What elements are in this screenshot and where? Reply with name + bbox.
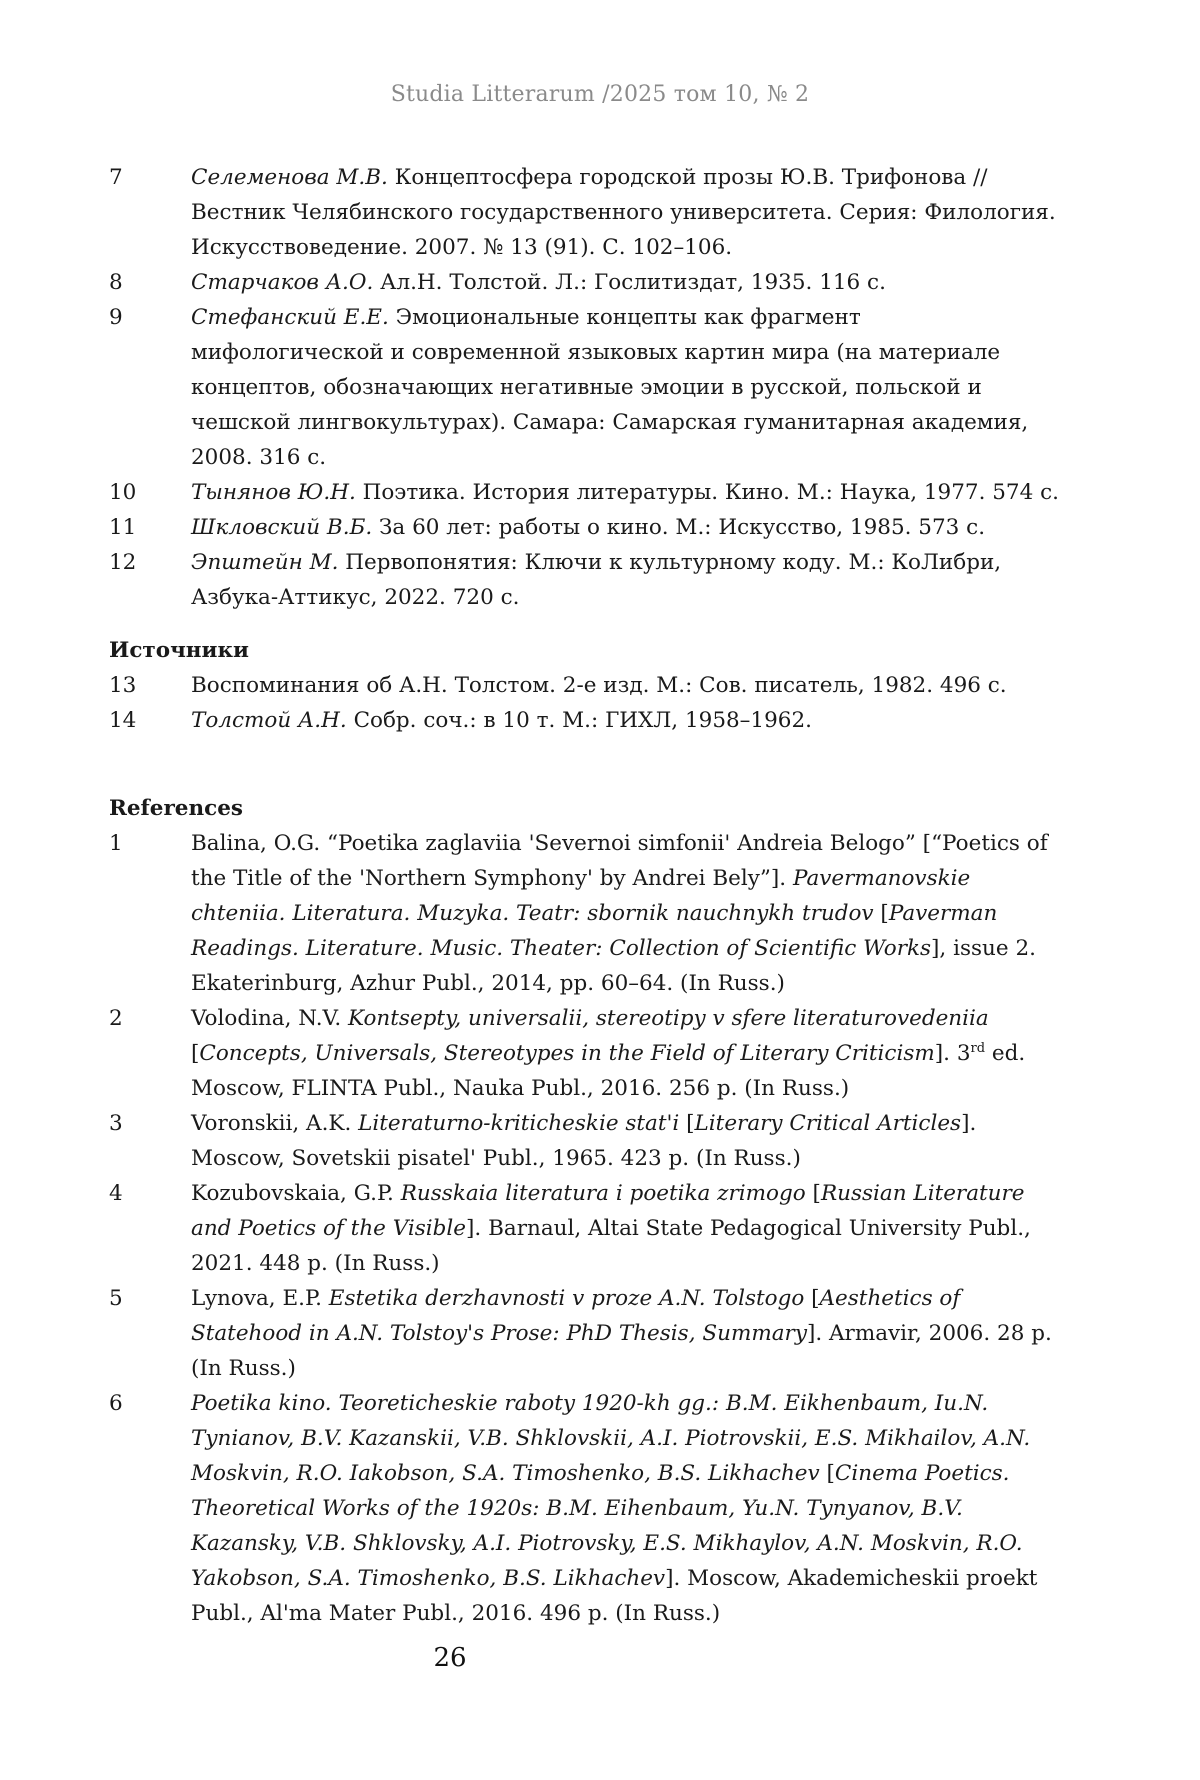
reference-entry: [109, 826, 1059, 1001]
reference-segment: ]. Moscow, Akademicheskii proekt Publ., Al'ma Mater Publ., 2016. 496 p. (In Russ.): [191, 1566, 1038, 1626]
reference-segment: Balina, O.G. “Poetika zaglaviia 'Severnoi simfonii' Andreia Belogo” [“Poetics of the Title of the 'Northern Symphony' by Andrei Bely”].: [191, 831, 1048, 891]
reference-entry: [109, 545, 1059, 615]
reference-entry: [109, 300, 1059, 475]
reference-text: [191, 703, 1059, 738]
reference-italic-segment: Paverman Readings. Literature. Music. Theater: Collection of Scientific Works: [191, 901, 998, 961]
reference-italic-segment: Concepts, Universals, Stereotypes in the Field of Literary Criticism: [199, 1041, 935, 1066]
reference-text: [191, 545, 1059, 615]
reference-italic-segment: Aesthetics of Statehood in A.N. Tolstoy's Prose: PhD Thesis, Summary: [191, 1286, 961, 1346]
reference-entry: [109, 668, 1059, 703]
reference-number: 12: [109, 550, 137, 575]
reference-author: Селеменова М.В.: [191, 165, 388, 190]
reference-text: [191, 1106, 1059, 1176]
reference-number: 13: [109, 673, 137, 698]
reference-entry: [109, 160, 1059, 265]
reference-italic-segment: Russian Literature and Poetics of the Visible: [191, 1181, 1025, 1241]
reference-segment: ]. 3: [934, 1041, 971, 1066]
reference-italic-segment: Russkaia literatura i poetika zrimogo: [400, 1181, 806, 1206]
reference-author: Эпштейн М.: [191, 550, 339, 575]
reference-number: 1: [109, 831, 123, 856]
reference-text: [191, 160, 1059, 265]
reference-italic-segment: Literary Critical Articles: [694, 1111, 962, 1136]
reference-entry: [109, 703, 1059, 738]
reference-description: Концептосфера городской прозы Ю.В. Трифонова // Вестник Челябинского государственного университета. Серия: Филология. Искусствоведение. 2007. № 13 (91). С. 102–106.: [191, 165, 1056, 260]
reference-description: Поэтика. История литературы. Кино. М.: Наука, 1977. 574 с.: [355, 480, 1060, 505]
reference-italic-segment: Estetika derzhavnosti v proze A.N. Tolstogo: [328, 1286, 805, 1311]
reference-number: 4: [109, 1181, 123, 1206]
reference-text: [191, 510, 1059, 545]
reference-description: Эмоциональные концепты как фрагмент мифологической и современной языковых картин мира (на материале концептов, обозначающих негативные эмоции в русской, польской и чешской лингвокультурах). Самара: Самарская гуманитарная академия, 2008. 316 с.: [191, 305, 1029, 470]
reference-description: Воспоминания об А.Н. Толстом. 2-е изд. М.: Сов. писатель, 1982. 496 с.: [191, 673, 1007, 698]
reference-entry: [109, 1281, 1059, 1386]
reference-segment: ], issue 2. Ekaterinburg, Azhur Publ., 2014, pp. 60–64. (In Russ.): [191, 936, 1036, 996]
sources-heading: Источники: [109, 638, 249, 663]
reference-segment: Lynova, E.P.: [191, 1286, 329, 1311]
reference-number: 9: [109, 305, 123, 330]
reference-number: 5: [109, 1286, 123, 1311]
reference-italic-segment: Kontsepty, universalii, stereotipy v sfere literaturovedeniia: [348, 1006, 989, 1031]
reference-text: [191, 475, 1059, 510]
reference-entry: [109, 1386, 1059, 1631]
reference-text: [191, 1176, 1059, 1281]
reference-author: Стефанский Е.Е.: [191, 305, 389, 330]
reference-segment: Kozubovskaia, G.P.: [191, 1181, 401, 1206]
reference-entry: [109, 1176, 1059, 1281]
reference-text: [191, 668, 1059, 703]
literature-list: [109, 160, 1059, 615]
reference-number: 14: [109, 708, 137, 733]
running-header: Studia Litterarum /2025 том 10, № 2: [390, 82, 810, 107]
reference-number: 2: [109, 1006, 123, 1031]
reference-segment: Volodina, N.V.: [191, 1006, 348, 1031]
reference-segment: [: [804, 1286, 820, 1311]
reference-text: [191, 1001, 1059, 1106]
reference-number: 11: [109, 515, 137, 540]
sources-list: [109, 668, 1059, 738]
reference-content: [109, 160, 1059, 1631]
references-heading: References: [109, 796, 243, 821]
reference-text: [191, 1386, 1059, 1631]
spacer: [109, 615, 1059, 633]
reference-segment: Voronskii, A.K.: [191, 1111, 359, 1136]
reference-entry: [109, 1001, 1059, 1106]
reference-text: [191, 1281, 1059, 1386]
reference-segment: [: [191, 1041, 200, 1066]
reference-segment: [: [805, 1181, 821, 1206]
reference-segment: ]. Moscow, Sovetskii pisatel' Publ., 1965. 423 p. (In Russ.): [191, 1111, 977, 1171]
reference-number: 3: [109, 1111, 123, 1136]
reference-segment: ed. Moscow, FLINTA Publ., Nauka Publ., 2016. 256 p. (In Russ.): [191, 1041, 1026, 1101]
reference-segment: [: [819, 1461, 835, 1486]
reference-author: Шкловский В.Б.: [191, 515, 373, 540]
reference-description: За 60 лет: работы о кино. М.: Искусство, 1985. 573 с.: [372, 515, 986, 540]
reference-author: Тынянов Ю.Н.: [191, 480, 356, 505]
reference-segment: [: [873, 901, 889, 926]
reference-entry: [109, 510, 1059, 545]
reference-description: Ал.Н. Толстой. Л.: Гослитиздат, 1935. 116 с.: [373, 270, 886, 295]
references-list: [109, 826, 1059, 1631]
reference-number: 7: [109, 165, 123, 190]
reference-author: Толстой А.Н.: [191, 708, 347, 733]
reference-author: Старчаков А.О.: [191, 270, 374, 295]
reference-text: [191, 300, 1059, 475]
reference-segment: [: [679, 1111, 695, 1136]
reference-number: 10: [109, 480, 137, 505]
spacer: [109, 738, 1059, 791]
reference-number: 8: [109, 270, 123, 295]
reference-entry: [109, 265, 1059, 300]
reference-segment: ]. Armavir, 2006. 28 p. (In Russ.): [191, 1321, 1052, 1381]
reference-text: [191, 265, 1059, 300]
reference-entry: [109, 1106, 1059, 1176]
reference-segment: ]. Barnaul, Altai State Pedagogical University Publ., 2021. 448 p. (In Russ.): [191, 1216, 1031, 1276]
reference-italic-segment: Literaturno-kriticheskie stat'i: [358, 1111, 680, 1136]
reference-description: Первопонятия: Ключи к культурному коду. М.: КоЛибри, Азбука-Аттикус, 2022. 720 с.: [191, 550, 1002, 610]
reference-number: 6: [109, 1391, 123, 1416]
page-number: 26: [433, 1643, 467, 1673]
reference-italic-segment: Pavermanovskie chteniia. Literatura. Muzyka. Teatr: sbornik nauchnykh trudov: [191, 866, 971, 926]
reference-entry: [109, 475, 1059, 510]
reference-text: [191, 826, 1059, 1001]
reference-description: Собр. соч.: в 10 т. М.: ГИХЛ, 1958–1962.: [346, 708, 812, 733]
reference-segment: rd: [970, 1040, 986, 1056]
reference-italic-segment: Cinema Poetics. Theoretical Works of the 1920s: B.M. Eihenbaum, Yu.N. Tynyanov, B.V. Kazansky, V.B. Shklovsky, A.I. Piotrovsky, E.S. Mikhaylov, A.N. Moskvin, R.O. Yakobson, S.A. Timoshenko, B.S. Likhachev: [191, 1461, 1023, 1591]
reference-italic-segment: Poetika kino. Teoreticheskie raboty 1920-kh gg.: B.M. Eikhenbaum, Iu.N. Tynianov, B.V. Kazanskii, V.B. Shklovskii, A.I. Piotrovskii, E.S. Mikhailov, A.N. Moskvin, R.O. Iakobson, S.A. Timoshenko, B.S. Likhachev: [191, 1391, 1031, 1486]
